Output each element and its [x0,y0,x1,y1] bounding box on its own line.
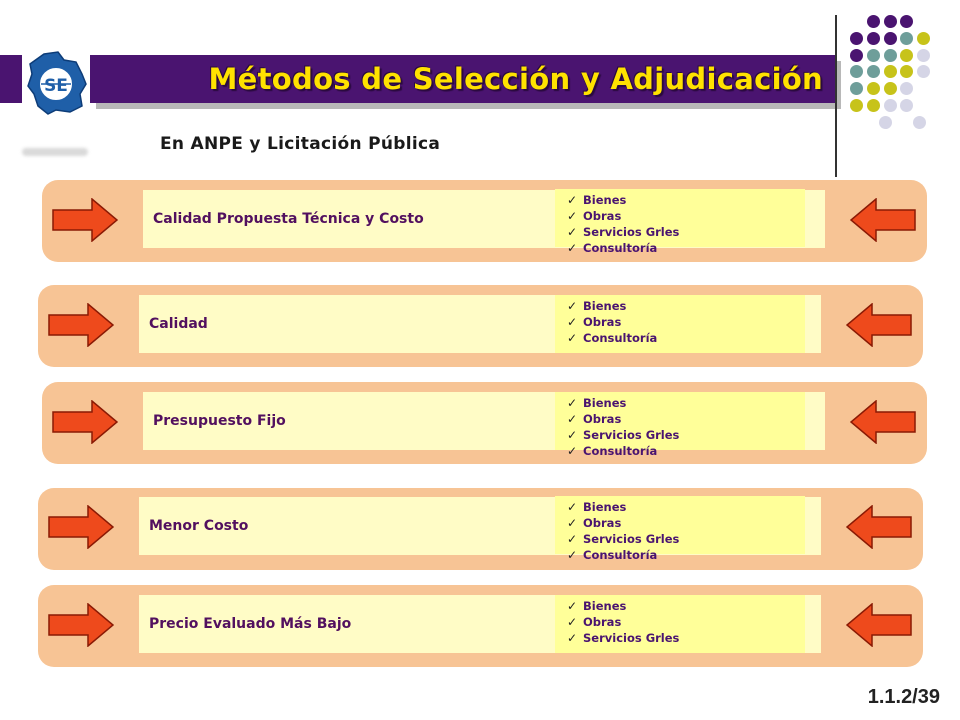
bolivia-map-logo-icon [24,50,88,116]
page-number: 1.1.2/39 [867,686,940,708]
decorative-dot [850,32,863,45]
decorative-dot [917,32,930,45]
left-arrow-icon [850,198,916,242]
applies-to-item-label: Bienes [583,599,627,613]
checkmark-icon: ✓ [567,193,578,207]
svg-text:SE: SE [44,76,68,96]
method-label: Calidad [149,316,208,332]
decorative-dot [900,99,913,112]
applies-to-item-label: Bienes [583,299,627,313]
applies-to-item [567,515,805,531]
applies-to-item-label: Obras [583,315,622,329]
decorative-dot [884,15,897,28]
method-applies-to-list [555,295,805,353]
method-label: Menor Costo [149,518,249,534]
checkmark-icon: ✓ [567,615,578,629]
applies-to-item [567,240,805,256]
checkmark-icon: ✓ [567,599,578,613]
applies-to-item [567,224,805,240]
checkmark-icon: ✓ [567,500,578,514]
applies-to-item-label: Obras [583,209,622,223]
checkmark-icon: ✓ [567,631,578,645]
decorative-dot [867,82,880,95]
right-arrow-icon [52,198,118,242]
applies-to-item [567,208,805,224]
decorative-dot [850,99,863,112]
decorative-dot [867,65,880,78]
decorative-dot [867,32,880,45]
applies-to-item-label: Consultoría [583,548,658,562]
method-label: Calidad Propuesta Técnica y Costo [153,211,424,227]
right-arrow-icon [52,400,118,444]
applies-to-item [567,330,805,346]
checkmark-icon: ✓ [567,396,578,410]
right-arrow-icon [48,505,114,549]
applies-to-item-label: Consultoría [583,241,658,255]
decorative-dot [884,99,897,112]
left-arrow-icon [846,603,912,647]
method-applies-to-list [555,496,805,562]
right-arrow-icon [48,603,114,647]
applies-to-item-label: Obras [583,412,622,426]
decorative-dot [884,82,897,95]
applies-to-item [567,411,805,427]
applies-to-item-label: Bienes [583,193,627,207]
applies-to-item [567,531,805,547]
applies-to-item [567,499,805,515]
applies-to-item-label: Servicios Grles [583,428,680,442]
decorative-dot [884,49,897,62]
decorative-dot [900,32,913,45]
decorative-dot [867,99,880,112]
applies-to-item-label: Consultoría [583,331,658,345]
decorative-dot [867,49,880,62]
applies-to-item [567,598,805,614]
decorative-dot [900,82,913,95]
decorative-dot [850,49,863,62]
applies-to-item-label: Bienes [583,396,627,410]
checkmark-icon: ✓ [567,548,578,562]
method-applies-to-list [555,595,805,653]
checkmark-icon: ✓ [567,444,578,458]
decorative-dot [867,15,880,28]
applies-to-item [567,614,805,630]
applies-to-item [567,298,805,314]
decorative-dot [884,32,897,45]
decorative-dot [917,49,930,62]
left-arrow-icon [846,505,912,549]
applies-to-item [567,443,805,459]
applies-to-item [567,314,805,330]
checkmark-icon: ✓ [567,241,578,255]
applies-to-item-label: Obras [583,516,622,530]
applies-to-item-label: Servicios Grles [583,631,680,645]
slide-title: Métodos de Selección y Adjudicación [208,62,823,96]
decorative-dot [884,65,897,78]
decorative-dot [900,65,913,78]
applies-to-item [567,547,805,563]
vertical-divider [835,15,837,177]
decorative-dot [900,15,913,28]
decorative-dot [850,65,863,78]
method-label: Precio Evaluado Más Bajo [149,616,352,632]
checkmark-icon: ✓ [567,532,578,546]
left-arrow-icon [850,400,916,444]
checkmark-icon: ✓ [567,209,578,223]
applies-to-item [567,630,805,646]
applies-to-item-label: Bienes [583,500,627,514]
checkmark-icon: ✓ [567,516,578,530]
slide-subtitle: En ANPE y Licitación Pública [160,134,441,154]
checkmark-icon: ✓ [567,315,578,329]
applies-to-item-label: Servicios Grles [583,532,680,546]
checkmark-icon: ✓ [567,331,578,345]
applies-to-item [567,395,805,411]
applies-to-item-label: Obras [583,615,622,629]
checkmark-icon: ✓ [567,428,578,442]
applies-to-item [567,192,805,208]
method-applies-to-list [555,392,805,458]
decorative-smudge [22,148,88,156]
checkmark-icon: ✓ [567,412,578,426]
right-arrow-icon [48,303,114,347]
decorative-dot [879,116,892,129]
title-bar-left-block [0,55,22,103]
method-applies-to-list [555,189,805,255]
decorative-dot [900,49,913,62]
decorative-dot [850,82,863,95]
applies-to-item [567,427,805,443]
applies-to-item-label: Servicios Grles [583,225,680,239]
checkmark-icon: ✓ [567,299,578,313]
left-arrow-icon [846,303,912,347]
method-label: Presupuesto Fijo [153,413,286,429]
decorative-dot [917,65,930,78]
applies-to-item-label: Consultoría [583,444,658,458]
checkmark-icon: ✓ [567,225,578,239]
logo [24,50,88,116]
decorative-dot [913,116,926,129]
